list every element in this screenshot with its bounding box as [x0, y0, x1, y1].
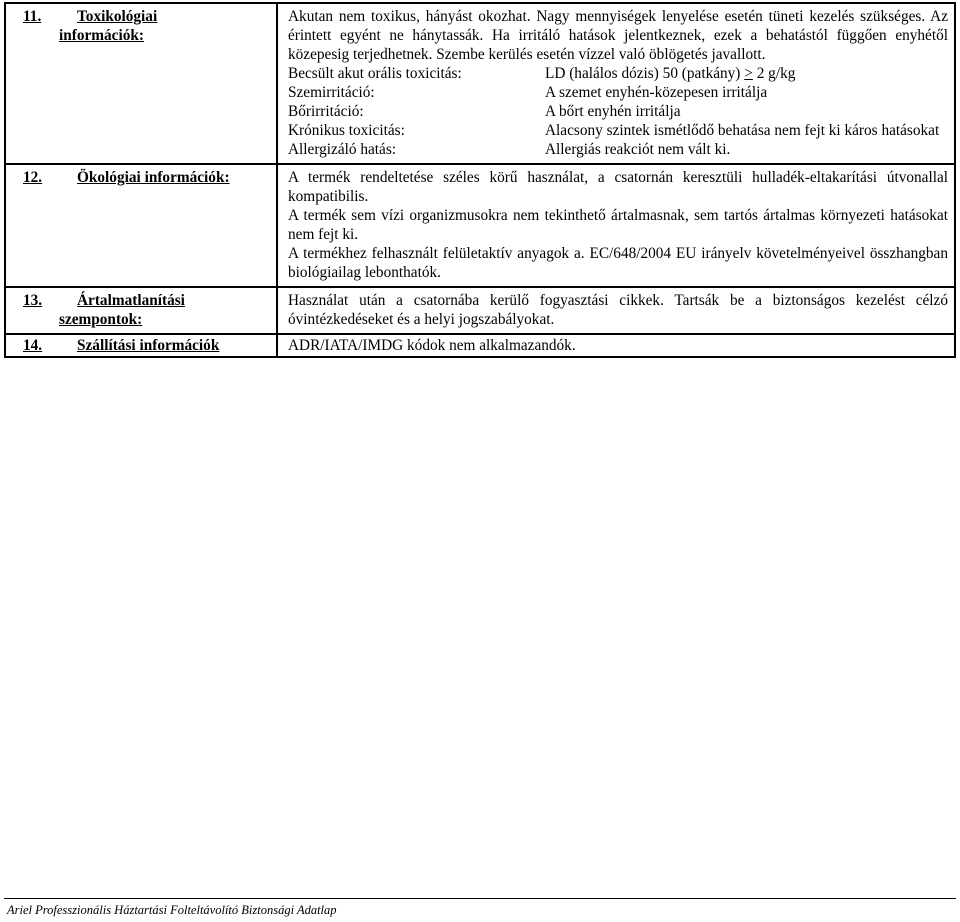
section-14-content [278, 335, 954, 356]
section-11-row [6, 4, 954, 163]
item-key: Becsült akut orális toxicitás: [288, 65, 462, 82]
footer-divider [4, 898, 956, 899]
ecology-paragraph: A termékhez felhasznált felületaktív anyagok a. EC/648/2004 EU irányelv követelményeivel összhangban biológiailag lebonthatók. [288, 245, 948, 281]
section-12-row [6, 163, 954, 286]
item-key: Bőrirritáció: [288, 103, 364, 120]
item-value: Allergiás reakciót nem vált ki. [545, 141, 731, 158]
safety-data-table [4, 2, 956, 358]
transport-text: ADR/IATA/IMDG kódok nem alkalmazandók. [288, 337, 576, 354]
item-value: A szemet enyhén-közepesen irritálja [545, 84, 768, 101]
ecology-paragraph: A termék sem vízi organizmusokra nem tekinthető ártalmasnak, sem tartós ártalmas környezeti hatásokat nem fejt ki. [288, 207, 948, 243]
item-value: A bőrt enyhén irritálja [545, 103, 681, 120]
toxicity-item [288, 83, 948, 102]
section-number: 11. [23, 8, 42, 25]
ecology-paragraph: A termék rendeltetése széles körű használat, a csatornán keresztüli hulladék-eltakarítási útvonallal kompatibilis. [288, 169, 948, 205]
item-value [545, 64, 948, 83]
item-value-symbol: > [744, 65, 753, 82]
section-13-label [6, 288, 278, 333]
section-number: 14. [23, 337, 43, 354]
section-number: 12. [23, 169, 43, 186]
section-number: 13. [23, 292, 43, 309]
section-12-content [278, 165, 954, 286]
section-title: Ártalmatlanítási [77, 292, 185, 309]
item-value-text: LD (halálos dózis) 50 (patkány) [545, 65, 745, 82]
section-11-label [6, 4, 278, 163]
toxicology-intro: Akutan nem toxikus, hányást okozhat. Nagy mennyiségek lenyelése esetén tüneti kezelés szükséges. Az érintett egyént ne hánytassák. Ha irritáló hatások jelentkeznek, ezek a behatástól függően enyhétől közepesig terjedhetnek. Szembe kerülés esetén vízzel való öblögetés javallott. [288, 8, 948, 63]
section-title-cont: információk: [59, 27, 144, 44]
section-14-row [6, 333, 954, 356]
section-title: Toxikológiai [77, 8, 158, 25]
item-key: Szemirritáció: [288, 84, 375, 101]
section-title: Ökológiai információk: [77, 169, 230, 186]
section-title-cont: szempontok: [59, 311, 143, 328]
toxicity-item [288, 64, 948, 83]
section-13-row [6, 286, 954, 333]
document-footer: Ariel Professzionális Háztartási Folteltávolító Biztonsági Adatlap [7, 903, 337, 917]
section-13-content [278, 288, 954, 333]
toxicity-item [288, 121, 948, 140]
toxicity-item [288, 102, 948, 121]
section-11-content [278, 4, 954, 163]
disposal-text: Használat után a csatornába kerülő fogyasztási cikkek. Tartsák be a biztonságos kezelést célzó óvintézkedéseket és a helyi jogszabályokat. [288, 292, 948, 328]
toxicity-item [288, 140, 948, 159]
section-14-label [6, 335, 278, 356]
item-value: Alacsony szintek ismétlődő behatása nem fejt ki káros hatásokat [545, 122, 940, 139]
section-title: Szállítási információk [77, 337, 220, 354]
item-key: Allergizáló hatás: [288, 141, 397, 158]
item-value-unit: 2 g/kg [752, 65, 796, 82]
section-12-label [6, 165, 278, 286]
item-key: Krónikus toxicitás: [288, 122, 405, 139]
